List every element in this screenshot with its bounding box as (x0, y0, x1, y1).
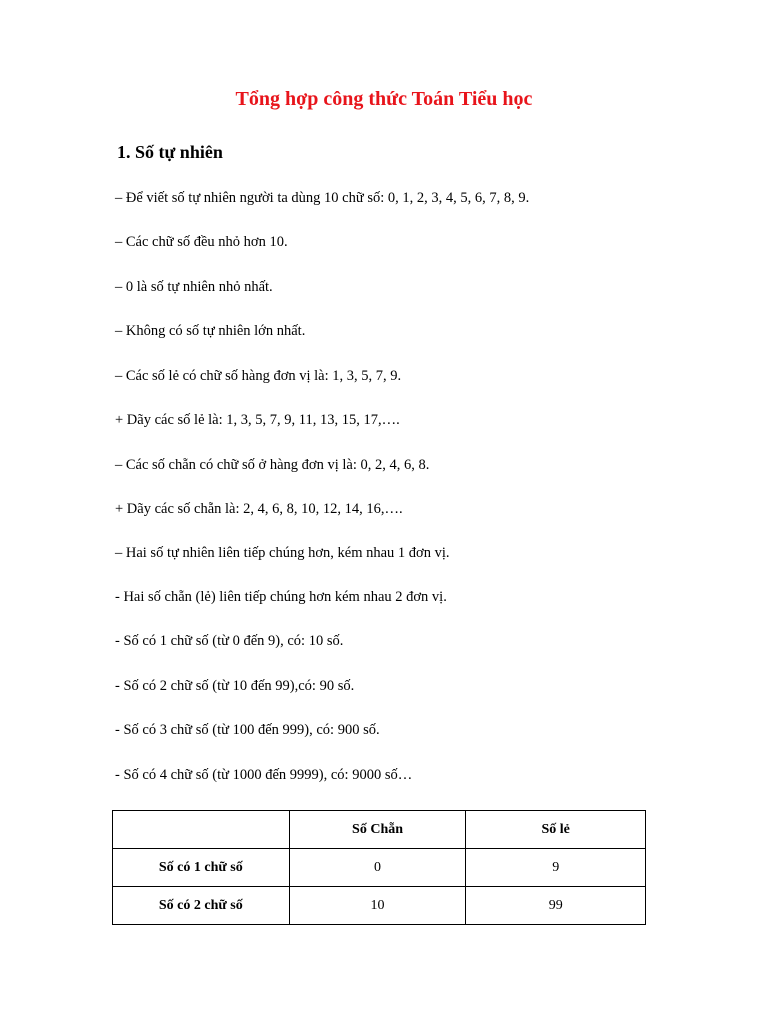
section-heading: 1. Số tự nhiên (117, 142, 223, 162)
table-row (113, 887, 646, 925)
page-title: Tổng hợp công thức Toán Tiểu học (235, 88, 533, 110)
summary-table (112, 810, 646, 925)
content-line: - Số có 2 chữ số (từ 10 đến 99),có: 90 số. (115, 678, 355, 694)
content-line: + Dãy các số chẵn là: 2, 4, 6, 8, 10, 12, 14, 16,…. (115, 501, 403, 517)
content-line: – 0 là số tự nhiên nhỏ nhất. (115, 279, 273, 295)
table-header-cell: Số lẻ (466, 811, 646, 849)
table-row (113, 849, 646, 887)
table-row-label: Số có 2 chữ số (113, 887, 290, 925)
content-line: – Các số lẻ có chữ số hàng đơn vị là: 1, 3, 5, 7, 9. (115, 368, 402, 384)
table-cell: 0 (289, 849, 466, 887)
table-row-label: Số có 1 chữ số (113, 849, 290, 887)
content-line: - Số có 1 chữ số (từ 0 đến 9), có: 10 số. (115, 633, 344, 649)
content-line: – Để viết số tự nhiên người ta dùng 10 chữ số: 0, 1, 2, 3, 4, 5, 6, 7, 8, 9. (115, 190, 530, 206)
table-header-cell: Số Chẵn (289, 811, 466, 849)
content-line: – Hai số tự nhiên liên tiếp chúng hơn, kém nhau 1 đơn vị. (115, 545, 450, 561)
table-cell: 99 (466, 887, 646, 925)
table-cell: 9 (466, 849, 646, 887)
content-line: - Số có 3 chữ số (từ 100 đến 999), có: 900 số. (115, 722, 380, 738)
content-line: + Dãy các số lẻ là: 1, 3, 5, 7, 9, 11, 13, 15, 17,…. (115, 412, 400, 428)
content-line: – Không có số tự nhiên lớn nhất. (115, 323, 306, 339)
content-line: – Các số chẵn có chữ số ở hàng đơn vị là: 0, 2, 4, 6, 8. (115, 457, 430, 473)
content-line: - Hai số chẵn (lẻ) liên tiếp chúng hơn kém nhau 2 đơn vị. (115, 589, 447, 605)
content-line: - Số có 4 chữ số (từ 1000 đến 9999), có: 9000 số… (115, 767, 413, 783)
table-header-row (113, 811, 646, 849)
content-line: – Các chữ số đều nhỏ hơn 10. (115, 234, 288, 250)
table-header-cell (113, 811, 290, 849)
table-cell: 10 (289, 887, 466, 925)
